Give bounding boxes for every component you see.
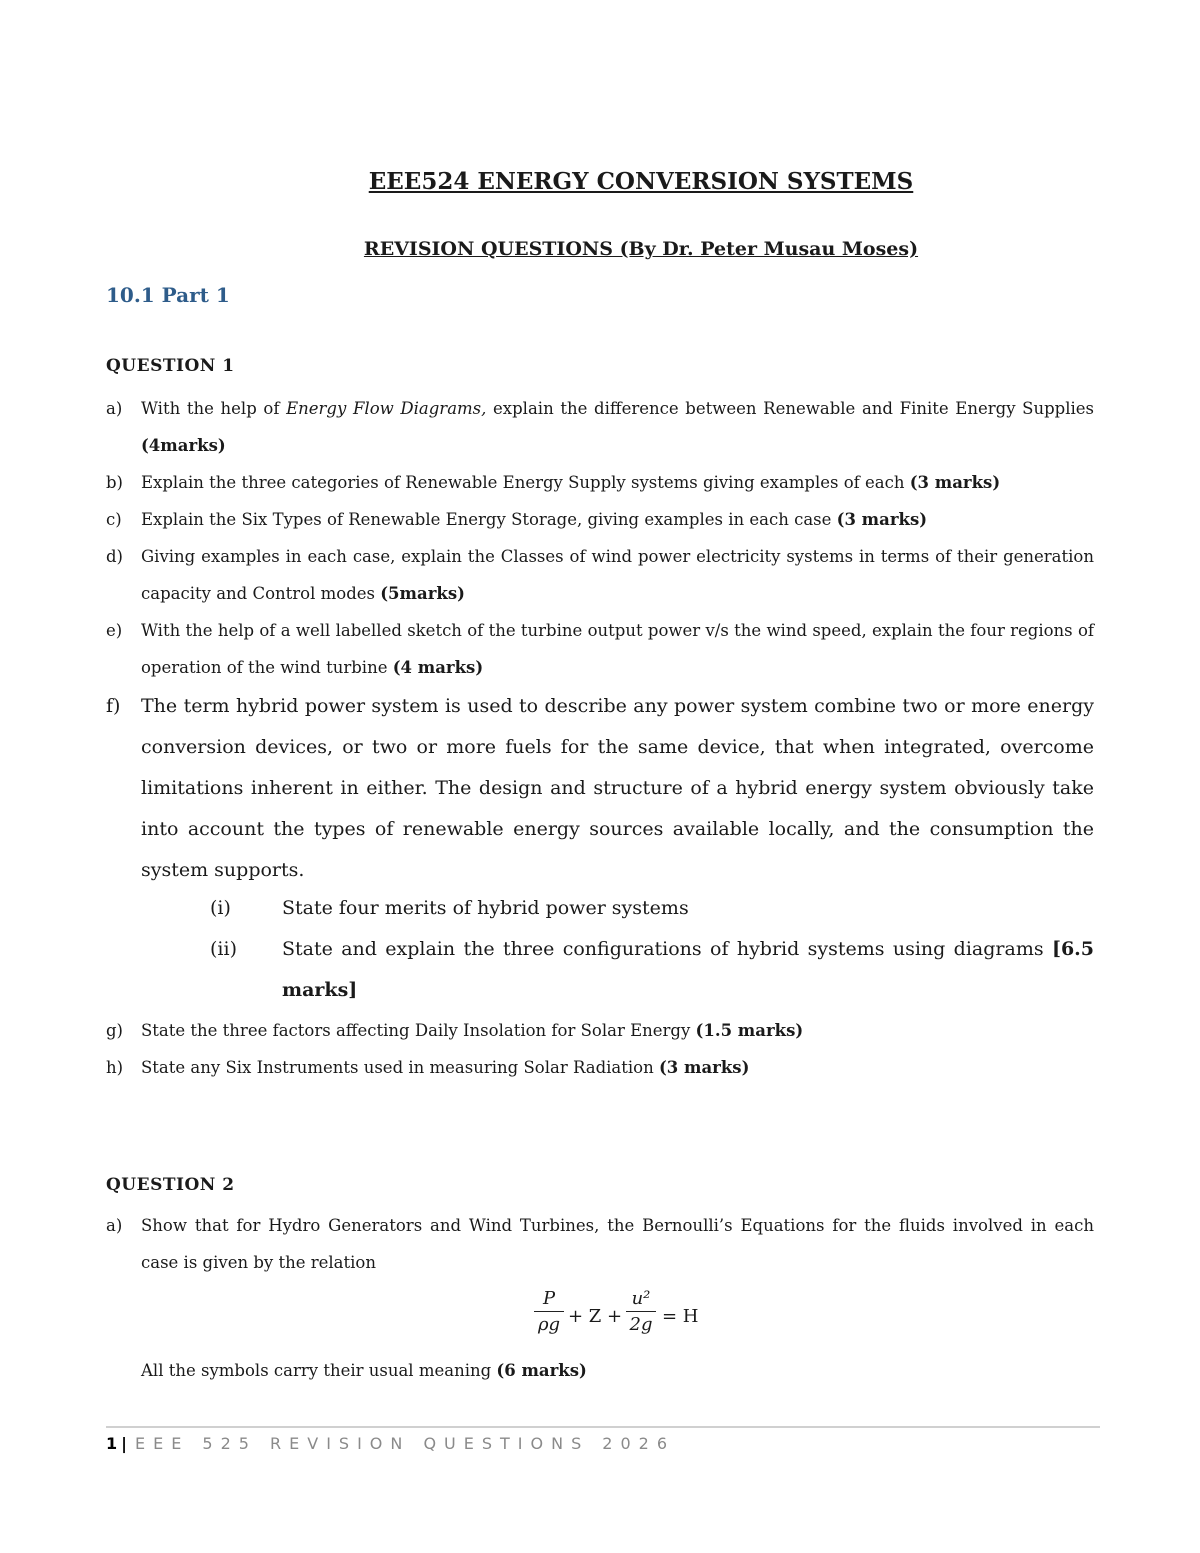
equation-operator: + Z + bbox=[568, 1306, 623, 1327]
question-2a: a) Show that for Hydro Generators and Wind Turbines, the Bernoulli’s Equations for the fluids involved in each case is given by the relation bbox=[106, 1207, 1094, 1281]
paragraph: The term hybrid power system is used to describe any power system combine two or more energy conversion devices, or two or more fuels for the same device, that when integrated, overcome limitations inherent in either. The design and structure of a hybrid energy system obviously take into account the types of renewable energy sources available locally, and the consumption the system supports. bbox=[141, 695, 1094, 881]
page-number: 1 bbox=[106, 1434, 118, 1453]
section-heading: 10.1 Part 1 bbox=[106, 283, 230, 307]
page-footer bbox=[106, 1434, 675, 1453]
equation-numerator: P bbox=[534, 1288, 564, 1312]
marks: (1.5 marks) bbox=[695, 1021, 804, 1040]
question-2-heading: QUESTION 2 bbox=[106, 1175, 235, 1195]
document-title: EEE524 ENERGY CONVERSION SYSTEMS bbox=[368, 168, 914, 195]
document-subtitle: REVISION QUESTIONS (By Dr. Peter Musau Moses) bbox=[363, 238, 919, 260]
question-1c: c) Explain the Six Types of Renewable Energy Storage, giving examples in each case (3 marks) bbox=[106, 501, 1094, 538]
item-label: a) bbox=[106, 399, 123, 418]
marks: (4 marks) bbox=[392, 658, 484, 677]
equation-denominator: ρg bbox=[537, 1314, 561, 1335]
question-1d: d) Giving examples in each case, explain the Classes of wind power electricity systems in terms of their generation capacity and Control modes (5marks) bbox=[106, 538, 1094, 612]
sub-label: (i) bbox=[210, 897, 231, 919]
question-1e: e) With the help of a well labelled sketch of the turbine output power v/s the wind speed, explain the four regions of operation of the wind turbine (4 marks) bbox=[106, 612, 1094, 686]
sub-label: (ii) bbox=[210, 938, 237, 960]
question-1h: h) State any Six Instruments used in measuring Solar Radiation (3 marks) bbox=[106, 1049, 1094, 1086]
question-1-heading: QUESTION 1 bbox=[106, 356, 235, 376]
item-label: g) bbox=[106, 1021, 123, 1040]
question-1f-ii: (ii) State and explain the three configurations of hybrid systems using diagrams [6.5 marks] bbox=[210, 929, 1094, 1011]
footer-text: EEE 525 REVISION QUESTIONS 2026 bbox=[134, 1434, 676, 1453]
question-2a-note: All the symbols carry their usual meaning (6 marks) bbox=[141, 1361, 587, 1380]
marks: (3 marks) bbox=[909, 473, 1001, 492]
question-1b: b) Explain the three categories of Renewable Energy Supply systems giving examples of each (3 marks) bbox=[106, 464, 1094, 501]
marks: (5marks) bbox=[380, 584, 465, 603]
marks: (6 marks) bbox=[496, 1361, 587, 1380]
item-label: c) bbox=[106, 510, 122, 529]
question-1g: g) State the three factors affecting Daily Insolation for Solar Energy (1.5 marks) bbox=[106, 1012, 1094, 1049]
equation-denominator: 2g bbox=[629, 1314, 653, 1335]
bernoulli-equation bbox=[534, 1288, 704, 1348]
marks: (3 marks) bbox=[836, 510, 928, 529]
item-label: d) bbox=[106, 547, 123, 566]
item-label: a) bbox=[106, 1216, 123, 1235]
item-label: h) bbox=[106, 1058, 124, 1077]
marks: (3 marks) bbox=[658, 1058, 750, 1077]
question-1a: a) With the help of Energy Flow Diagrams, explain the difference between Renewable and Finite Energy Supplies (4marks) bbox=[106, 390, 1094, 464]
equation-rhs: = H bbox=[662, 1306, 699, 1327]
item-label: f) bbox=[106, 695, 121, 717]
marks: [6.5 marks] bbox=[282, 938, 1094, 1001]
question-1f-i: (i) State four merits of hybrid power systems bbox=[210, 888, 1094, 929]
marks: (4marks) bbox=[141, 436, 226, 455]
item-label: e) bbox=[106, 621, 123, 640]
equation-numerator: u² bbox=[626, 1288, 656, 1312]
question-1f bbox=[106, 686, 1094, 891]
footer-divider bbox=[106, 1426, 1100, 1428]
footer-separator: | bbox=[121, 1434, 127, 1453]
emphasis-text: Energy Flow Diagrams, bbox=[286, 399, 487, 418]
item-label: b) bbox=[106, 473, 123, 492]
